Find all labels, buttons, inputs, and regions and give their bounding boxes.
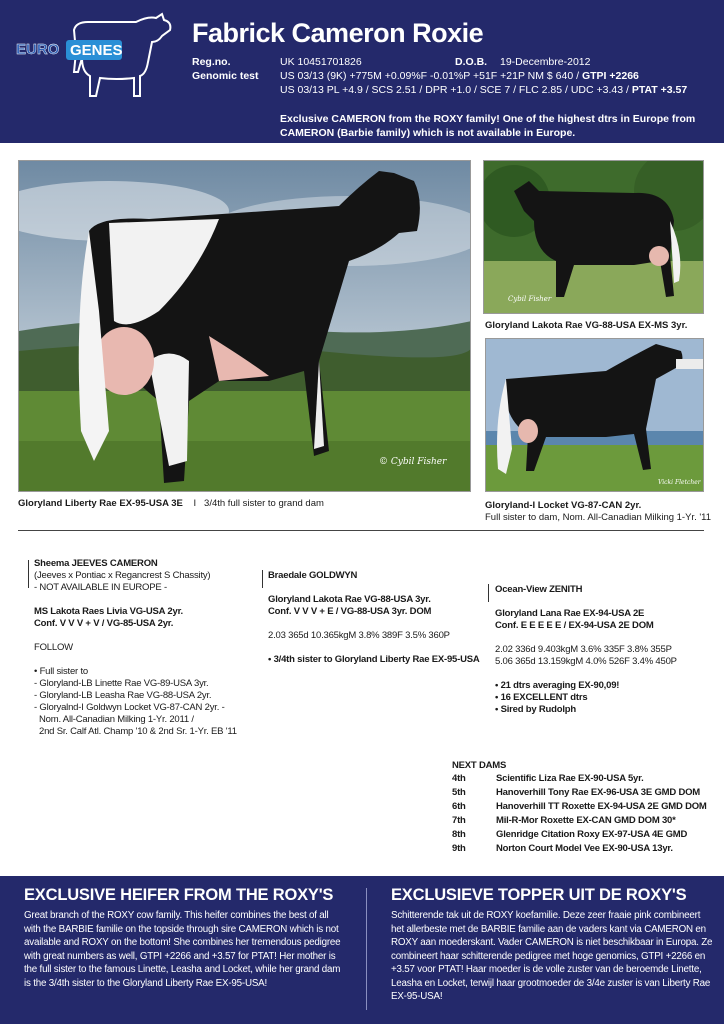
next-dams: [452, 760, 707, 856]
dam-name: MS Lakota Raes Livia VG-USA 2yr.: [34, 606, 184, 617]
intro-text: Exclusive CAMERON from the ROXY family! One of the highest dtrs in Europe from CAMERON (Barbie family) which is not available in Europe.: [280, 113, 696, 139]
follow-item: Nom. All-Canadian Milking 1-Yr. 2011 /: [39, 714, 194, 725]
bottom-right-photo-copyright: Vicki Fletcher: [658, 479, 701, 486]
dam-conf: Conf. V V V + V / VG-85-USA 2yr.: [34, 618, 174, 629]
follow-item: - Gloryland-LB Leasha Rae VG-88-USA 2yr.: [34, 690, 212, 701]
col2-conf: Conf. V V V + E / VG-88-USA 3yr. DOM: [268, 606, 432, 617]
bottom-right-cow-photo: [485, 338, 704, 492]
dam-row: 9th Norton Court Model Vee EX-90-USA 13yr.: [452, 843, 673, 854]
dob-label: D.O.B.: [455, 56, 488, 68]
reg-row: [192, 56, 231, 68]
bottom-right-photo-caption: Gloryland-I Locket VG-87-CAN 2yr. Full sister to dam, Nom. All-Canadian Milking 1-Yr. '11: [485, 500, 712, 523]
pedigree-tick: [488, 584, 489, 602]
dam-row: 8th Glenridge Citation Roxy EX-97-USA 4E GMD: [452, 829, 688, 840]
sire-pedigree: (Jeeves x Pontiac x Regancrest S Chassity): [34, 570, 211, 581]
pedigree-col-2: [268, 570, 488, 666]
section-divider: [18, 530, 704, 531]
next-dams-heading: NEXT DAMS: [452, 760, 507, 771]
col3-note: • 21 dtrs averaging EX-90,09!: [495, 680, 620, 691]
pedigree-tick: [28, 560, 29, 588]
follow-list: [34, 666, 264, 738]
footer-english-text: Great branch of the ROXY cow family. This heifer combines the best of all with the BARBIE familie on the topside through sire CAMERON which is not available and ROXY on the bottom! She combines her tremendous pedigree with great numbers as well, GTPI +2266 and +3.57 for PTAT! Her mother is the full sister to the famous Linette, Leasha and Locket, while her grand dam is the 3/4th sister to the Gloryland Liberty Rae EX-95-USA!: [24, 910, 341, 989]
footer-english-title: EXCLUSIVE HEIFER FROM THE ROXY'S: [24, 886, 334, 904]
main-photo-copyright: © Cybil Fisher: [379, 457, 447, 467]
col3-record: 2.02 336d 9.403kgM 3.6% 335F 3.8% 355P: [495, 644, 672, 655]
col2-sire: Braedale GOLDWYN: [268, 570, 358, 581]
follow-item: - Gloryland-LB Linette Rae VG-89-USA 3yr.: [34, 678, 209, 689]
dam-row: 6th Hanoverhill TT Roxette EX-94-USA 2E GMD DOM: [452, 801, 707, 812]
footer-banner: [0, 876, 724, 1024]
sire-availability: - NOT AVAILABLE IN EUROPE -: [34, 582, 167, 593]
footer-dutch-text: Schitterende tak uit de ROXY koefamilie. Deze zeer fraaie pink combineert het allerbeste met de BARBIE familie aan de vaders kant via CAMERON en ROXY aan moederskant. Vader CAMERON is niet beschikbaar in Europa. Ze combineert haar schitterende pedigree met hoge genomics, GTPI +2266 en +3.57 voor PTAT! Haar moeder is de volle zuster van de beroemde Linette, Leasha en Locket, terwijl haar grootmoeder de 3/4e zuster is van Liberty Rae EX-95-USA!: [391, 910, 713, 1002]
col3-record: 5.06 365d 13.159kgM 4.0% 526F 3.4% 450P: [495, 656, 677, 667]
logo-text-euro: EURO: [16, 41, 60, 58]
genomic-label: Genomic test: [192, 70, 259, 82]
col2-record: 2.03 365d 10.365kgM 3.8% 389F 3.5% 360P: [268, 630, 450, 641]
footer-dutch: [391, 886, 713, 1004]
follow-item: - Gloryalnd-I Goldwyn Locket VG-87-CAN 2yr. -: [34, 702, 225, 713]
col3-note: • 16 EXCELLENT dtrs: [495, 692, 588, 703]
col3-sire: Ocean-View ZENITH: [495, 584, 583, 595]
pedigree-tick: [262, 570, 263, 588]
follow-item: 2nd Sr. Calf Atl. Champ '10 & 2nd Sr. 1-Yr. EB '11: [39, 726, 237, 737]
pedigree-col-1: [34, 558, 264, 738]
top-right-photo-caption: Gloryland Lakota Rae VG-88-USA EX-MS 3yr.: [485, 320, 688, 331]
eurogenes-logo: [16, 12, 176, 102]
footer-divider: [366, 888, 367, 1010]
dam-row: 4th Scientific Liza Rae EX-90-USA 5yr.: [452, 773, 644, 784]
footer-dutch-title: EXCLUSIEVE TOPPER UIT DE ROXY'S: [391, 886, 687, 904]
top-right-photo-copyright: Cybil Fisher: [508, 295, 552, 303]
dob-value: 19-Decembre-2012: [500, 56, 591, 68]
pedigree-col-3: [495, 584, 705, 716]
header-banner: [0, 0, 724, 143]
genomic-line-1: US 03/13 (9K) +775M +0.09%F -0.01%P +51F +21P NM $ 640 / GTPI +2266: [280, 70, 639, 82]
sire-name: Sheema JEEVES CAMERON: [34, 558, 158, 569]
col3-dam: Gloryland Lana Rae EX-94-USA 2E: [495, 608, 645, 619]
logo-text-genes: GENES: [70, 42, 123, 59]
reg-label: Reg.no.: [192, 56, 231, 68]
page-title: Fabrick Cameron Roxie: [192, 18, 484, 48]
top-right-cow-photo: [483, 160, 704, 314]
reg-value: UK 10451701826: [280, 56, 362, 68]
follow-heading: FOLLOW: [34, 642, 73, 653]
col2-dam: Gloryland Lakota Rae VG-88-USA 3yr.: [268, 594, 431, 605]
col3-note: • Sired by Rudolph: [495, 704, 577, 715]
footer-english: [24, 886, 344, 990]
dam-row: 5th Hanoverhill Tony Rae EX-96-USA 3E GMD DOM: [452, 787, 701, 798]
follow-item: • Full sister to: [34, 666, 88, 677]
genomic-line-2: US 03/13 PL +4.9 / SCS 2.51 / DPR +1.0 / SCE 7 / FLC 2.85 / UDC +3.43 / PTAT +3.57: [280, 84, 688, 96]
main-cow-photo: [18, 160, 471, 492]
col3-conf: Conf. E E E E E / EX-94-USA 2E DOM: [495, 620, 654, 631]
dam-row: 7th Mil-R-Mor Roxette EX-CAN GMD DOM 30*: [452, 815, 676, 826]
col2-note: • 3/4th sister to Gloryland Liberty Rae EX-95-USA: [268, 654, 480, 665]
main-photo-caption: Gloryland Liberty Rae EX-95-USA 3E I 3/4th full sister to grand dam: [18, 498, 324, 509]
